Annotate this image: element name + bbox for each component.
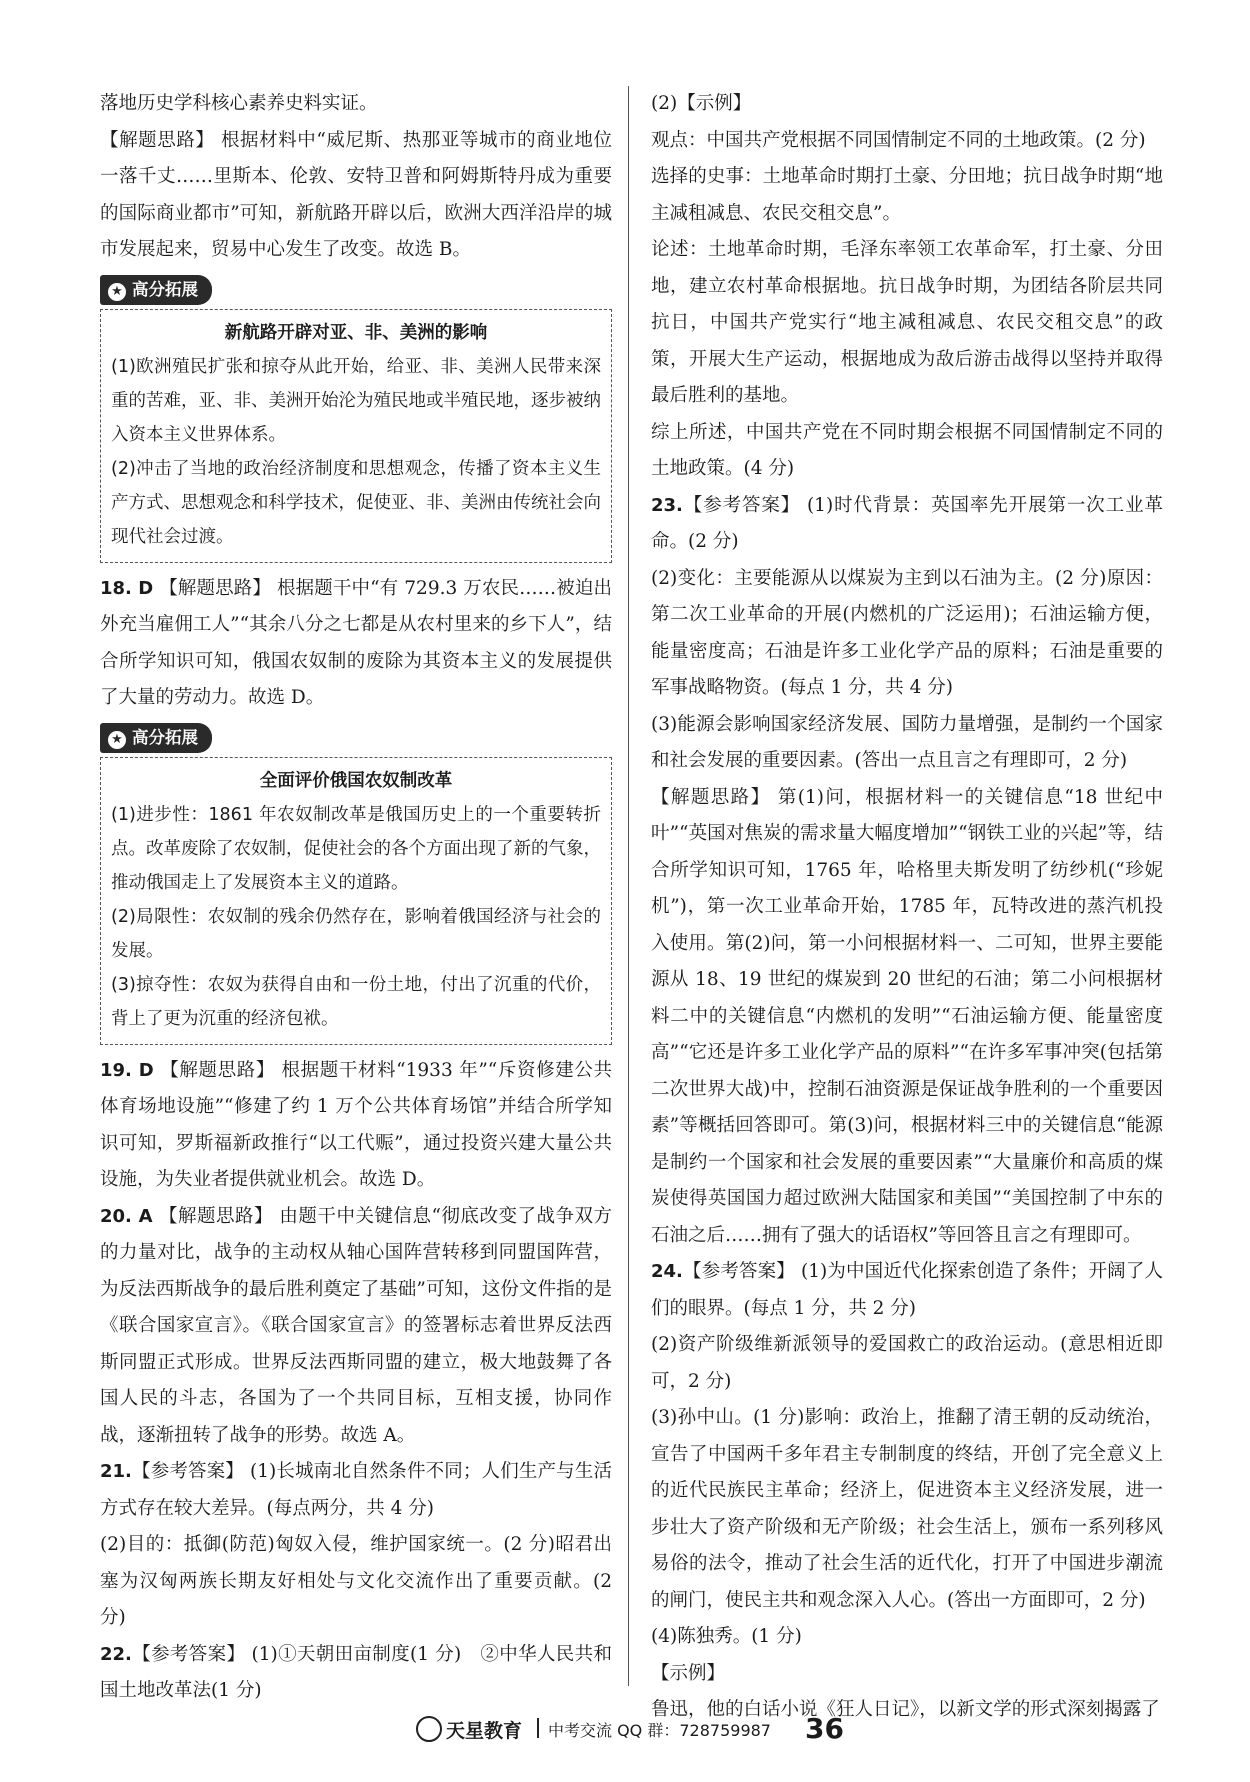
extension-label: 高分拓展 bbox=[132, 279, 198, 299]
analysis-text: 根据题干中“有 729.3 万农民……被迫出外充当雇佣工人”“其余八分之七都是从农村里来的乡下人”，结合所学知识可知，俄国农奴制的废除为其资本主义的发展提供了大量的劳动力。故选 D。 bbox=[100, 577, 612, 708]
analysis-tag: 【解题思路】 bbox=[159, 577, 271, 599]
brand-logo-icon bbox=[416, 1716, 442, 1742]
footer-separator bbox=[537, 1718, 539, 1738]
q24-answer-part-3: (3)孙中山。(1 分)影响：政治上，推翻了清王朝的反动统治，宣告了中国两千多年君主专制制度的终结，开创了完全意义上的近代民族民主革命；经济上，促进资本主义经济发展，进一步壮大了资产阶级和无产阶级；社会生活上，颁布一系列移风易俗的法令，推动了社会生活的近代化，打开了中国进步潮流的闸门，使民主共和观念深入人心。(答出一方面即可，2 分) bbox=[651, 1407, 1163, 1611]
q23-analysis bbox=[651, 780, 1163, 1255]
question-number: 23. bbox=[651, 494, 683, 516]
q24-example-text: 鲁迅，他的白话小说《狂人日记》，以新文学的形式深刻揭露了 bbox=[651, 1699, 1160, 1720]
q17-analysis bbox=[100, 123, 612, 269]
q19-answer bbox=[100, 1053, 612, 1199]
q24-example-label: 【示例】 bbox=[651, 1662, 726, 1684]
extension-title: 全面评价俄国农奴制改革 bbox=[259, 770, 453, 791]
brand-name: 天星教育 bbox=[446, 1720, 523, 1742]
answer-tag: 【参考答案】 bbox=[131, 1643, 246, 1665]
star-icon: ★ bbox=[108, 283, 126, 301]
extension-point-3: (3)掠夺性：农奴为获得自由和一份土地，付出了沉重的代价，背上了更为沉重的经济包袱。 bbox=[111, 974, 601, 1029]
q23-answer bbox=[651, 488, 1163, 561]
analysis-text: 根据材料中“威尼斯、热那亚等城市的商业地位一落千丈……里斯本、伦敦、安特卫普和阿姆斯特丹成为重要的国际商业都市”可知，新航路开辟以后，欧洲大西洋沿岸的城市发展起来，贸易中心发生了改变。故选 B。 bbox=[100, 129, 612, 260]
q20-answer bbox=[100, 1199, 612, 1455]
q24-answer bbox=[651, 1254, 1163, 1327]
question-number: 19. D bbox=[100, 1059, 154, 1081]
analysis-tag: 【解题思路】 bbox=[160, 1059, 275, 1081]
answer-tag: 【参考答案】 bbox=[682, 1261, 795, 1282]
extension-point-2: (2)局限性：农奴制的残余仍然存在，影响着俄国经济与社会的发展。 bbox=[111, 906, 601, 961]
q23-answer-part-2: (2)变化：主要能源从以煤炭为主到以石油为主。(2 分)原因：第二次工业革命的开展(内燃机的广泛运用)；石油运输方便，能量密度高；石油是许多工业化学产品的原料；石油是重要的军事战略物资。(每点 1 分，共 4 分) bbox=[651, 567, 1163, 698]
extension-point-1: (1)欧洲殖民扩张和掠夺从此开始，给亚、非、美洲人民带来深重的苦难，亚、非、美洲开始沦为殖民地或半殖民地，逐步被纳入资本主义世界体系。 bbox=[111, 356, 601, 445]
qq-group: 中考交流 QQ 群：728759987 bbox=[548, 1721, 771, 1740]
left-column bbox=[100, 86, 612, 1710]
extension-content bbox=[100, 757, 612, 1045]
analysis-tag: 【解题思路】 bbox=[158, 1205, 274, 1227]
answer-text: (1)①天朝田亩制度(1 分) ②中华人民共和国土地改革法(1 分) bbox=[100, 1643, 612, 1701]
extension-point-1: (1)进步性：1861 年农奴制改革是俄国历史上的一个重要转折点。改革废除了农奴制，促使社会的各个方面出现了新的气象，推动俄国走上了发展资本主义的道路。 bbox=[111, 804, 601, 893]
answer-tag: 【参考答案】 bbox=[131, 1461, 244, 1482]
intro-line: 落地历史学科核心素养史料实证。 bbox=[100, 93, 378, 114]
q22-answer bbox=[100, 1637, 612, 1710]
q24-answer-part-2: (2)资产阶级维新派领导的爱国救亡的政治运动。(意思相近即可，2 分) bbox=[651, 1334, 1163, 1392]
example-summary: 综上所述，中国共产党在不同时期会根据不同国情制定不同的土地政策。(4 分) bbox=[651, 421, 1163, 479]
extension-box-2 bbox=[100, 723, 612, 1045]
right-column bbox=[651, 86, 1163, 1729]
q18-answer bbox=[100, 571, 612, 717]
answer-tag: 【参考答案】 bbox=[682, 494, 801, 516]
example-view: 观点：中国共产党根据不同国情制定不同的土地政策。(2 分) bbox=[651, 129, 1146, 151]
star-icon: ★ bbox=[108, 731, 126, 749]
extension-title: 新航路开辟对亚、非、美洲的影响 bbox=[224, 322, 488, 343]
answer-text: (1)时代背景：英国率先开展第一次工业革命。(2 分) bbox=[651, 494, 1163, 552]
example-label: (2)【示例】 bbox=[651, 93, 752, 114]
question-number: 21. bbox=[100, 1461, 132, 1482]
question-number: 20. A bbox=[100, 1205, 153, 1227]
page-footer bbox=[0, 1714, 1250, 1744]
question-number: 22. bbox=[100, 1643, 132, 1665]
analysis-tag: 【解题思路】 bbox=[100, 129, 215, 151]
column-divider bbox=[628, 86, 629, 1686]
q24-answer-part-4: (4)陈独秀。(1 分) bbox=[651, 1626, 802, 1647]
analysis-text: 由题干中关键信息“彻底改变了战争双方的力量对比，战争的主动权从轴心国阵营转移到同盟国阵营，为反法西斯战争的最后胜利奠定了基础”可知，这份文件指的是《联合国家宣言》。《联合国家宣言》的签署标志着世界反法西斯同盟正式形成。世界反法西斯同盟的建立，极大地鼓舞了各国人民的斗志，各国为了一个共同目标，互相支援，协同作战，逐渐扭转了战争的形势。故选 A。 bbox=[100, 1205, 612, 1446]
extension-point-2: (2)冲击了当地的政治经济制度和思想观念，传播了资本主义生产方式、思想观念和科学技术，促使亚、非、美洲由传统社会向现代社会过渡。 bbox=[111, 458, 601, 547]
answer-text: (1)长城南北自然条件不同；人们生产与生活方式存在较大差异。(每点两分，共 4 分) bbox=[100, 1461, 612, 1519]
question-number: 18. D bbox=[100, 577, 154, 599]
extension-label: 高分拓展 bbox=[132, 727, 198, 747]
analysis-tag: 【解题思路】 bbox=[651, 786, 771, 808]
extension-header bbox=[100, 723, 212, 753]
q21-answer bbox=[100, 1454, 612, 1527]
extension-header bbox=[100, 275, 212, 305]
q21-answer-part-2: (2)目的：抵御(防范)匈奴入侵，维护国家统一。(2 分)昭君出塞为汉匈两族长期友好相处与文化交流作出了重要贡献。(2 分) bbox=[100, 1534, 612, 1628]
analysis-text: 第(1)问，根据材料一的关键信息“18 世纪中叶”“英国对焦炭的需求量大幅度增加”“钢铁工业的兴起”等，结合所学知识可知，1765 年，哈格里夫斯发明了纺纱机(“珍妮机”)，第一次工业革命开始，1785 年，瓦特改进的蒸汽机投入使用。第(2)问，第一小问根据材料一、二可知，世界主要能源从 18、19 世纪的煤炭到 20 世纪的石油；第二小问根据材料二中的关键信息“内燃机的发明”“石油运输方便、能量密度高”“它还是许多工业化学产品的原料”“在许多军事冲突(包括第二次世界大战)中，控制石油资源是保证战争胜利的一个重要因素”等概括回答即可。第(3)问，根据材料三中的关键信息“能源是制约一个国家和社会发展的重要因素”“大量廉价和高质的煤炭使得英国国力超过欧洲大陆国家和美国”“美国控制了中东的石油之后……拥有了强大的话语权”等回答且言之有理即可。 bbox=[651, 786, 1163, 1246]
extension-box-1 bbox=[100, 275, 612, 563]
extension-content bbox=[100, 309, 612, 563]
page-number: 36 bbox=[805, 1712, 844, 1745]
analysis-text: 根据题干材料“1933 年”“斥资修建公共体育场地设施”“修建了约 1 万个公共体育场馆”并结合所学知识可知，罗斯福新政推行“以工代赈”，通过投资兴建大量公共设施，为失业者提供就业机会。故选 D。 bbox=[100, 1059, 612, 1190]
q23-answer-part-3: (3)能源会影响国家经济发展、国防力量增强，是制约一个国家和社会发展的重要因素。(答出一点且言之有理即可，2 分) bbox=[651, 713, 1163, 771]
answer-text: (1)为中国近代化探索创造了条件；开阔了人们的眼界。(每点 1 分，共 2 分) bbox=[651, 1261, 1163, 1319]
example-facts: 选择的史事：土地革命时期打土豪、分田地；抗日战争时期“地主减租减息、农民交租交息”。 bbox=[651, 166, 1163, 224]
question-number: 24. bbox=[651, 1261, 683, 1282]
example-argument: 论述：土地革命时期，毛泽东率领工农革命军，打土豪、分田地，建立农村革命根据地。抗日战争时期，为团结各阶层共同抗日，中国共产党实行“地主减租减息、农民交租交息”的政策，开展大生产运动，根据地成为敌后游击战得以坚持并取得最后胜利的基地。 bbox=[651, 239, 1163, 406]
